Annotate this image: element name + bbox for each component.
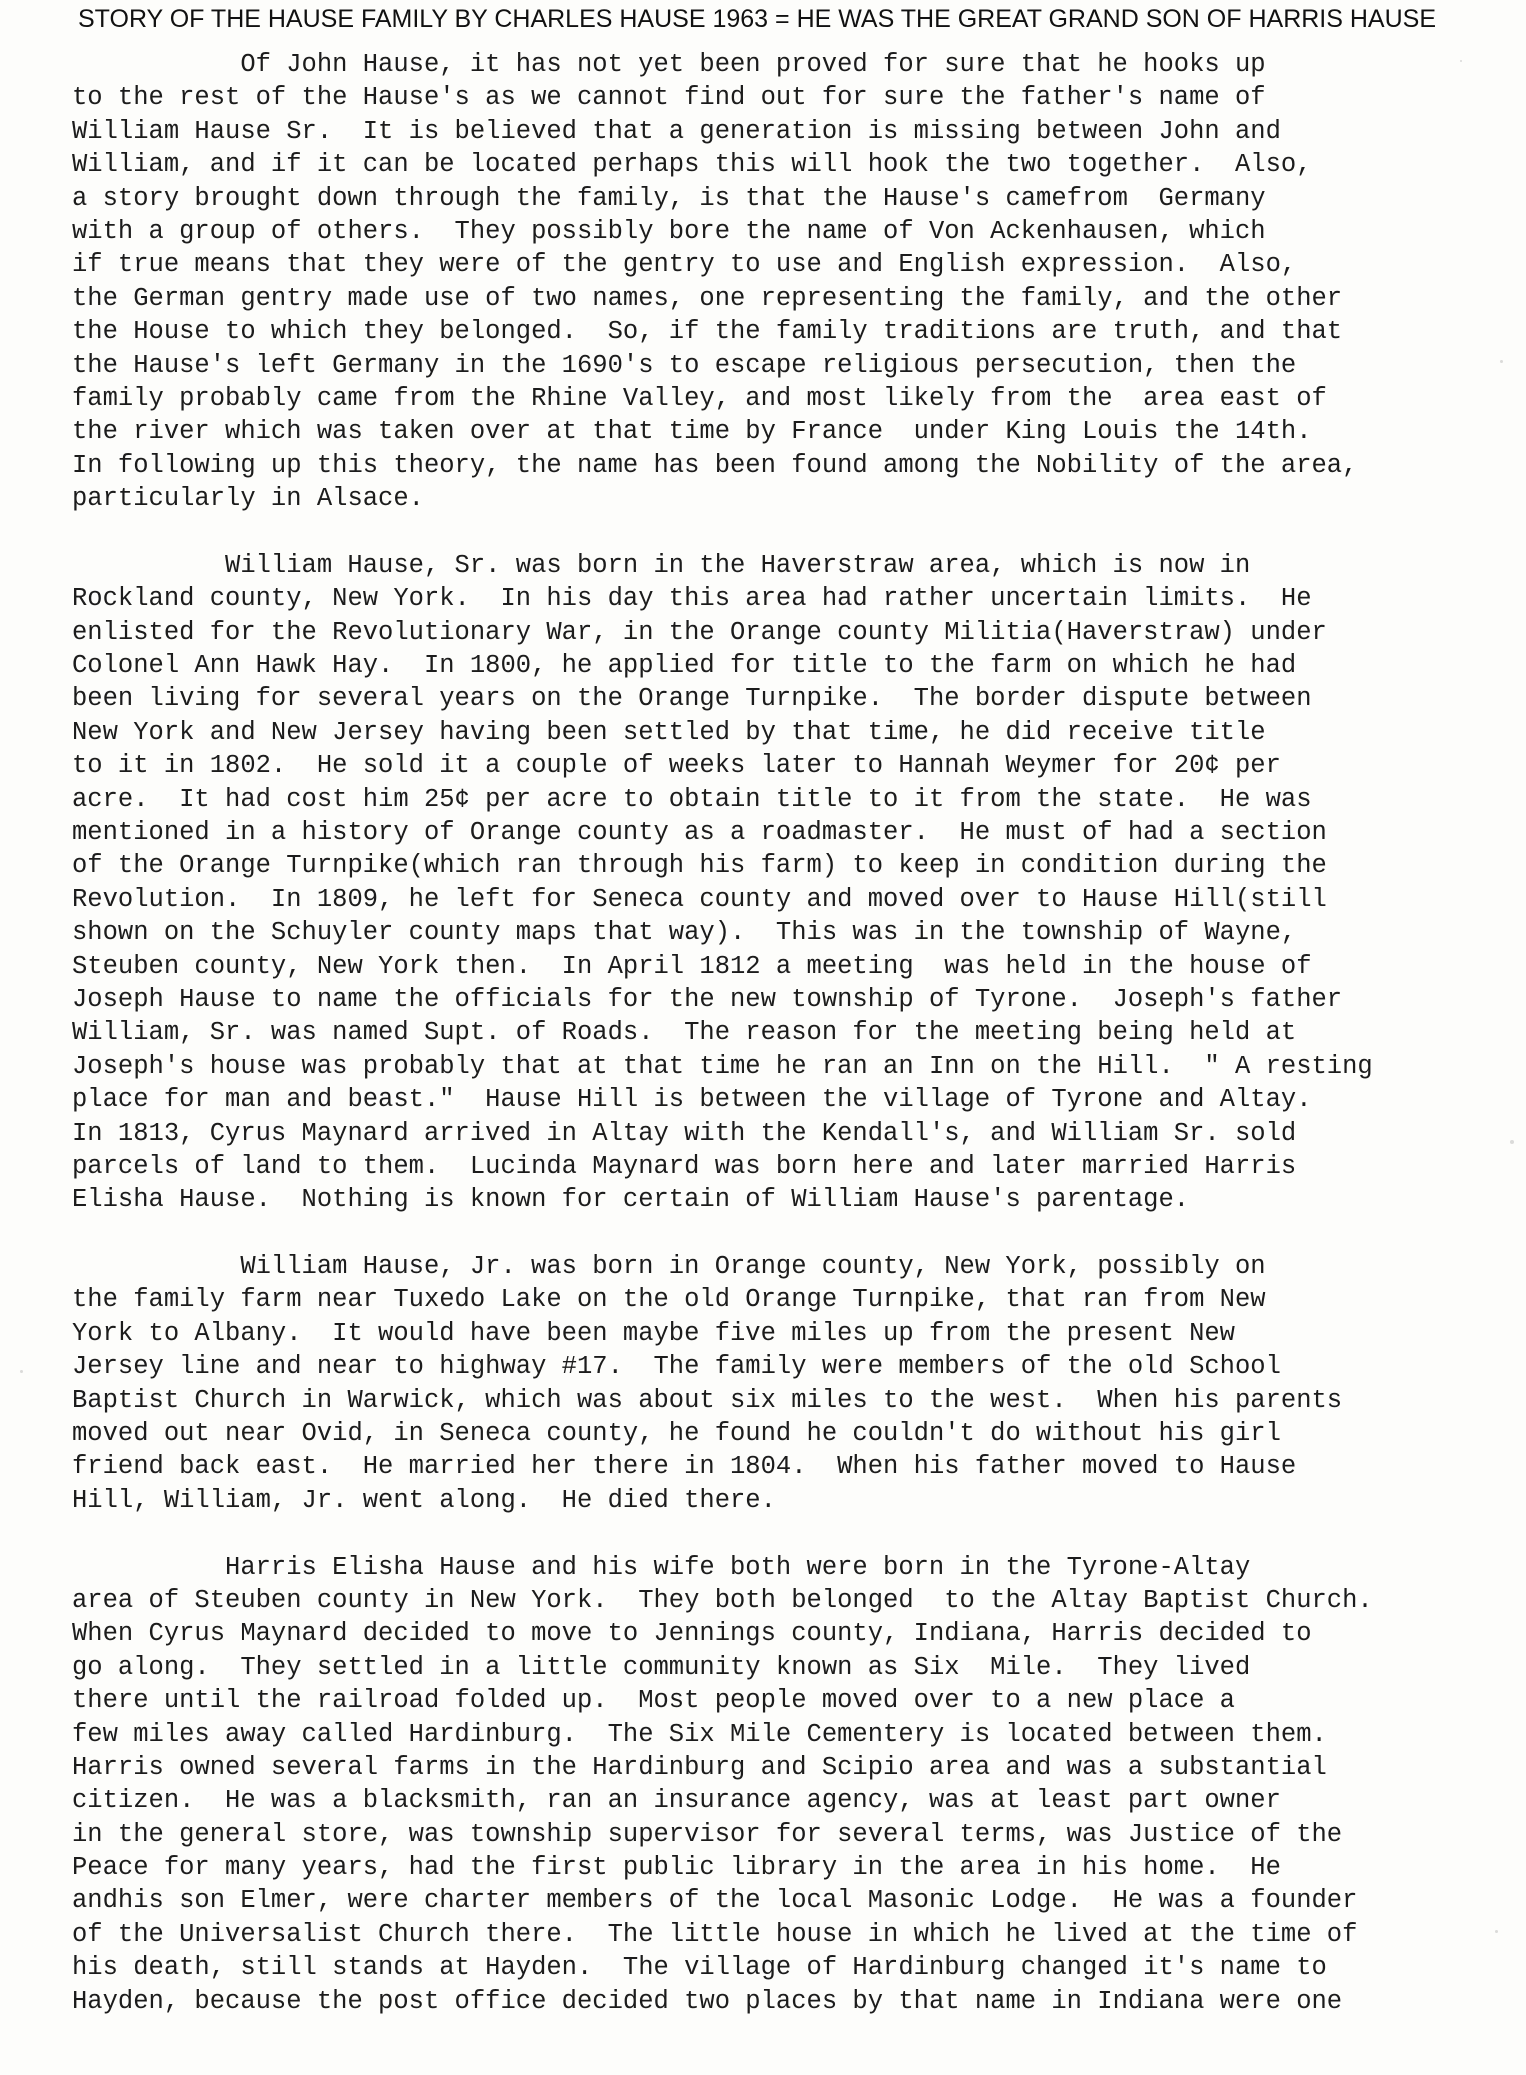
text-line: Elisha Hause. Nothing is known for certain of William Hause's parentage.	[72, 1185, 1190, 1215]
text-line: Baptist Church in Warwick, which was about six miles to the west. When his parents	[72, 1385, 1343, 1415]
text-line: moved out near Ovid, in Seneca county, he found he couldn't do without his girl	[72, 1419, 1281, 1449]
text-line: Peace for many years, had the first public library in the area in his home. He	[72, 1853, 1281, 1883]
text-line: William Hause, Jr. was born in Orange county, New York, possibly on	[240, 1252, 1266, 1282]
text-line: In 1813, Cyrus Maynard arrived in Altay with the Kendall's, and William Sr. sold	[72, 1118, 1297, 1148]
text-line: New York and New Jersey having been settled by that time, he did receive title	[72, 717, 1266, 747]
text-line: In following up this theory, the name has been found among the Nobility of the area,	[72, 450, 1358, 480]
text-line: his death, still stands at Hayden. The village of Hardinburg changed it's name to	[72, 1953, 1327, 1983]
text-line: place for man and beast." Hause Hill is between the village of Tyrone and Altay.	[72, 1085, 1312, 1115]
text-line: Harris owned several farms in the Hardinburg and Scipio area and was a substantial	[72, 1752, 1327, 1782]
text-line: Steuben county, New York then. In April 1812 a meeting was held in the house of	[72, 951, 1312, 981]
text-line: there until the railroad folded up. Most people moved over to a new place a	[72, 1686, 1235, 1716]
scan-speck	[1460, 60, 1462, 62]
text-line: Of John Hause, it has not yet been proved for sure that he hooks up	[240, 50, 1266, 79]
text-line: family probably came from the Rhine Valley, and most likely from the area east of	[72, 383, 1327, 413]
scan-speck	[20, 1370, 23, 1373]
text-line: area of Steuben county in New York. They both belonged to the Altay Baptist Church.	[72, 1585, 1373, 1615]
text-line: the House to which they belonged. So, if the family traditions are truth, and that	[72, 317, 1343, 347]
document-body	[72, 48, 1492, 2018]
scan-speck	[1510, 1140, 1514, 1144]
text-line: Joseph Hause to name the officials for the new township of Tyrone. Joseph's father	[72, 984, 1343, 1014]
text-line: in the general store, was township supervisor for several terms, was Justice of the	[72, 1819, 1343, 1849]
scan-speck	[1495, 1930, 1498, 1933]
text-line: Colonel Ann Hawk Hay. In 1800, he applied for title to the farm on which he had	[72, 651, 1297, 681]
text-line: William Hause, Sr. was born in the Haverstraw area, which is now in	[225, 550, 1251, 580]
text-line: mentioned in a history of Orange county as a roadmaster. He must of had a section	[72, 817, 1327, 847]
text-line: Joseph's house was probably that at that time he ran an Inn on the Hill. " A resting	[72, 1051, 1373, 1081]
text-line: the family farm near Tuxedo Lake on the old Orange Turnpike, that ran from New	[72, 1285, 1266, 1315]
text-line: the German gentry made use of two names, one representing the family, and the other	[72, 283, 1343, 313]
text-line: Rockland county, New York. In his day this area had rather uncertain limits. He	[72, 584, 1312, 614]
text-line: to it in 1802. He sold it a couple of weeks later to Hannah Weymer for 20¢ per	[72, 751, 1281, 781]
text-line: particularly in Alsace.	[72, 484, 424, 514]
text-line: Hayden, because the post office decided two places by that name in Indiana were one	[72, 1986, 1343, 2016]
text-line: acre. It had cost him 25¢ per acre to obtain title to it from the state. He was	[72, 784, 1312, 814]
text-line: William, and if it can be located perhaps this will hook the two together. Also,	[72, 150, 1312, 180]
text-line: enlisted for the Revolutionary War, in the Orange county Militia(Haverstraw) under	[72, 617, 1327, 647]
text-line: citizen. He was a blacksmith, ran an insurance agency, was at least part owner	[72, 1786, 1281, 1816]
text-line: friend back east. He married her there in 1804. When his father moved to Hause	[72, 1452, 1297, 1482]
text-line: Hill, William, Jr. went along. He died there.	[72, 1485, 776, 1515]
text-line: Revolution. In 1809, he left for Seneca county and moved over to Hause Hill(still	[72, 884, 1327, 914]
paragraph-gap	[72, 1517, 1492, 1550]
text-line: been living for several years on the Orange Turnpike. The border dispute between	[72, 684, 1312, 714]
text-line: andhis son Elmer, were charter members of the local Masonic Lodge. He was a founder	[72, 1886, 1358, 1916]
text-line: of the Orange Turnpike(which ran through his farm) to keep in condition during the	[72, 851, 1327, 881]
text-line: Jersey line and near to highway #17. The family were members of the old School	[72, 1352, 1281, 1382]
text-line: a story brought down through the family, is that the Hause's camefrom Germany	[72, 183, 1266, 213]
text-line: When Cyrus Maynard decided to move to Jennings county, Indiana, Harris decided to	[72, 1619, 1312, 1649]
text-line: Harris Elisha Hause and his wife both were born in the Tyrone-Altay	[225, 1552, 1251, 1582]
paragraph-william-hause-jr	[72, 1250, 1492, 1517]
text-line: go along. They settled in a little community known as Six Mile. They lived	[72, 1652, 1251, 1682]
page-header: STORY OF THE HAUSE FAMILY BY CHARLES HAUSE 1963 = HE WAS THE GREAT GRAND SON OF HARRIS HAUSE	[78, 5, 1437, 33]
text-line: shown on the Schuyler county maps that way). This was in the township of Wayne,	[72, 918, 1297, 948]
text-line: if true means that they were of the gentry to use and English expression. Also,	[72, 250, 1297, 280]
scan-speck	[1500, 360, 1503, 363]
text-line: parcels of land to them. Lucinda Maynard was born here and later married Harris	[72, 1151, 1297, 1181]
text-line: the Hause's left Germany in the 1690's to escape religious persecution, then the	[72, 350, 1297, 380]
paragraph-gap	[72, 1217, 1492, 1250]
text-line: the river which was taken over at that time by France under King Louis the 14th.	[72, 417, 1312, 447]
text-line: few miles away called Hardinburg. The Six Mile Cementery is located between them.	[72, 1719, 1327, 1749]
paragraph-william-hause-sr	[72, 549, 1492, 1217]
text-line: William Hause Sr. It is believed that a generation is missing between John and	[72, 116, 1281, 146]
paragraph-john-hause	[72, 48, 1492, 515]
text-line: William, Sr. was named Supt. of Roads. The reason for the meeting being held at	[72, 1018, 1297, 1048]
text-line: with a group of others. They possibly bore the name of Von Ackenhausen, which	[72, 216, 1266, 246]
text-line: to the rest of the Hause's as we cannot find out for sure the father's name of	[72, 83, 1266, 113]
paragraph-harris-elisha-hause	[72, 1551, 1492, 2018]
text-line: York to Albany. It would have been maybe five miles up from the present New	[72, 1318, 1235, 1348]
text-line: of the Universalist Church there. The little house in which he lived at the time of	[72, 1919, 1358, 1949]
paragraph-gap	[72, 515, 1492, 548]
